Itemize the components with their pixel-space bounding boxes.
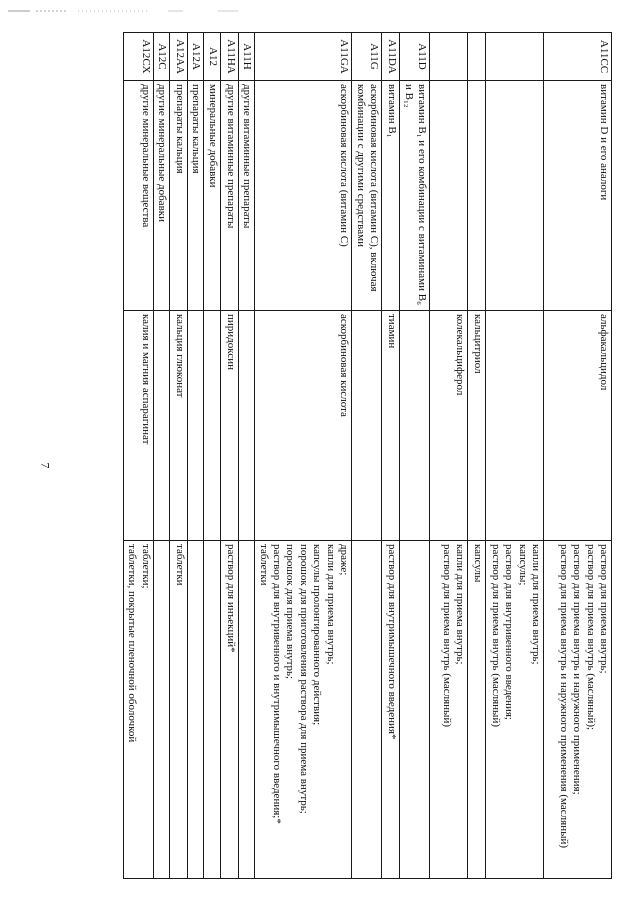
atc-group-cell	[486, 81, 544, 311]
atc-group-cell: аскорбиновая кислота (витамин C)	[255, 81, 352, 311]
dosage-form-line: таблетки	[257, 544, 270, 586]
atc-code-cell: A11DA	[382, 33, 400, 81]
atc-code-cell	[486, 33, 544, 81]
dosage-forms-cell	[204, 541, 220, 879]
atc-group-cell	[468, 81, 486, 311]
inn-cell	[352, 311, 382, 541]
dosage-forms-cell	[468, 541, 486, 879]
atc-group-cell: другие витаминные препараты	[220, 81, 238, 311]
table-row	[169, 33, 187, 879]
dosage-form-line: таблетки	[173, 544, 186, 586]
dosage-form-line: капли для приема внутрь;	[454, 544, 466, 665]
atc-code-cell	[468, 33, 486, 81]
atc-code-cell: A12A	[187, 33, 203, 81]
table-row	[255, 33, 352, 879]
atc-group-cell: минеральные добавки	[204, 81, 220, 311]
dosage-forms-cell	[430, 541, 468, 879]
table-row	[486, 33, 544, 879]
dosage-form-line: таблетки, покрытые пленочной оболочкой	[126, 544, 139, 743]
table-row	[123, 33, 153, 879]
page-number: 7	[38, 462, 53, 469]
table-row	[468, 33, 486, 879]
inn-cell: кальцитриол	[468, 311, 486, 541]
inn-cell: пиридоксин	[220, 311, 238, 541]
dosage-forms-cell	[238, 541, 254, 879]
dosage-form-line: раствор для внутривенного и внутримышечного введения;*	[270, 544, 283, 824]
dosage-form-line: раствор для приема внутрь и наружного применения (масляный)	[557, 544, 570, 849]
inn-cell	[238, 311, 254, 541]
dosage-form-line: капсулы;	[516, 544, 529, 586]
atc-code-cell	[430, 33, 468, 81]
atc-code-cell: A11H	[238, 33, 254, 81]
table-row	[544, 33, 612, 879]
dosage-forms-cell	[400, 541, 430, 879]
dosage-form-line: раствор для приема внутрь и наружного применения;	[571, 544, 584, 795]
atc-code-cell: A12AA	[169, 33, 187, 81]
inn-cell	[204, 311, 220, 541]
atc-code-cell: A12	[204, 33, 220, 81]
dosage-form-line: капсулы пролонгированного действия;	[311, 544, 324, 726]
table-row	[238, 33, 254, 879]
dosage-form-line: капсулы	[472, 544, 484, 583]
dosage-forms-cell	[255, 541, 352, 879]
atc-code-cell: A12CX	[123, 33, 153, 81]
atc-code-cell: A11CC	[544, 33, 612, 81]
dosage-form-line: раствор для приема внутрь (масляный)	[440, 544, 453, 727]
table-row	[352, 33, 382, 879]
dosage-forms-cell	[187, 541, 203, 879]
dosage-form-line: драже;	[338, 544, 350, 576]
atc-code-cell: A11GA	[255, 33, 352, 81]
inn-cell	[486, 311, 544, 541]
dosage-form-line: капли для приема внутрь;	[324, 544, 337, 665]
dosage-form-line: раствор для инъекций*	[224, 544, 237, 653]
dosage-form-line: раствор для приема внутрь (масляный)	[489, 544, 502, 727]
dosage-form-line: капли для приема внутрь;	[530, 544, 542, 665]
atc-group-cell: аскорбиновая кислота (витамин C), включая комбинации с другими средствами	[352, 81, 382, 311]
dosage-form-line: раствор для внутривенного введения;	[503, 544, 516, 720]
atc-group-cell: другие минеральные вещества	[123, 81, 153, 311]
dosage-form-line: таблетки;	[139, 544, 152, 589]
drug-list-table	[123, 32, 612, 879]
rotated-table-container	[82, 32, 612, 878]
atc-group-cell: витамин D и его аналоги	[544, 81, 612, 311]
inn-cell: тиамин	[382, 311, 400, 541]
dosage-form-line: раствор для внутримышечного введения*	[386, 544, 398, 740]
atc-group-cell: витамин B₁ и его комбинации с витаминами B₆ и B₁₂	[400, 81, 430, 311]
table-row	[187, 33, 203, 879]
atc-group-cell	[430, 81, 468, 311]
table-row	[220, 33, 238, 879]
atc-group-cell: препараты кальция	[169, 81, 187, 311]
atc-code-cell: A11HA	[220, 33, 238, 81]
dosage-forms-cell	[220, 541, 238, 879]
dosage-form-line: порошок для приготовления раствора для приема внутрь;	[297, 544, 310, 814]
inn-cell	[187, 311, 203, 541]
inn-cell: аскорбиновая кислота	[255, 311, 352, 541]
table-row	[400, 33, 430, 879]
inn-cell: альфакальцидол	[544, 311, 612, 541]
inn-cell: кальция глюконат	[169, 311, 187, 541]
dosage-forms-cell	[153, 541, 169, 879]
inn-cell	[153, 311, 169, 541]
atc-group-cell: препараты кальция	[187, 81, 203, 311]
atc-code-cell: A12C	[153, 33, 169, 81]
dosage-forms-cell	[486, 541, 544, 879]
inn-cell	[400, 311, 430, 541]
dosage-forms-cell	[544, 541, 612, 879]
table-row	[153, 33, 169, 879]
inn-cell: колекальциферол	[430, 311, 468, 541]
atc-code-cell: A11D	[400, 33, 430, 81]
dosage-form-line: порошок для приема внутрь;	[284, 544, 297, 680]
table-row	[430, 33, 468, 879]
table-row	[204, 33, 220, 879]
dosage-form-line: раствор для приема внутрь;	[598, 544, 610, 674]
scan-header-marks	[8, 6, 308, 16]
atc-code-cell: A11G	[352, 33, 382, 81]
dosage-forms-cell	[123, 541, 153, 879]
inn-cell: калия и магния аспарагинат	[123, 311, 153, 541]
table-row	[382, 33, 400, 879]
dosage-forms-cell	[169, 541, 187, 879]
atc-group-cell: другие витаминные препараты	[238, 81, 254, 311]
dosage-form-line: раствор для приема внутрь (масляный);	[584, 544, 597, 731]
dosage-forms-cell	[382, 541, 400, 879]
dosage-forms-cell	[352, 541, 382, 879]
atc-group-cell: другие минеральные добавки	[153, 81, 169, 311]
atc-group-cell: витамин B₁	[382, 81, 400, 311]
